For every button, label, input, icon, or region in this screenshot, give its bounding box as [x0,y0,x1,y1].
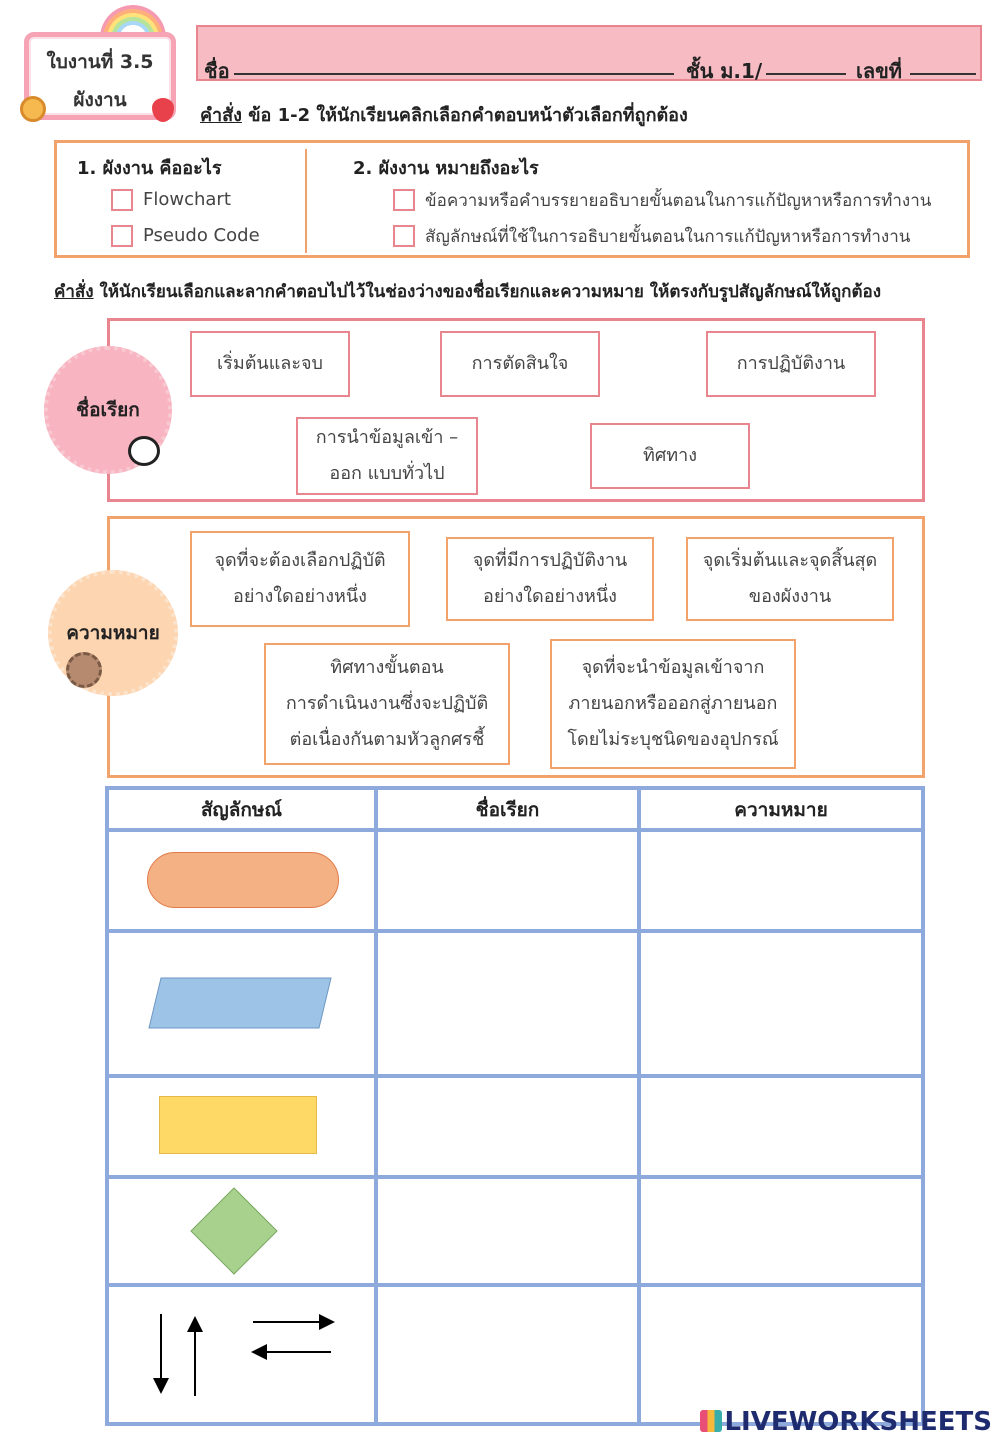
header-name: ชื่อเรียก [475,799,540,821]
question-1-option-2-checkbox[interactable] [111,225,133,247]
liveworksheets-logo-icon [700,1410,722,1432]
question-2-title: 2. ผังงาน หมายถึงอะไร [353,158,539,179]
name-card-input-output[interactable]: การนำข้อมูลเข้า – ออก แบบทั่วไป [296,417,478,495]
liveworksheets-watermark [700,1407,992,1437]
question-1-option-1-checkbox[interactable] [111,189,133,211]
question-1-option-2-label: Pseudo Code [143,225,260,246]
row-5-meaning-dropzone[interactable] [641,1287,921,1422]
meaning-card-process[interactable]: จุดที่มีการปฏิบัติงาน อย่างใดอย่างหนึ่ง [446,537,654,621]
student-info-bar [196,25,982,81]
arrows-shape-icon [149,1308,339,1402]
class-field[interactable] [766,73,846,75]
row-4-meaning-dropzone[interactable] [641,1179,921,1283]
name-card-process[interactable]: การปฏิบัติงาน [706,331,876,397]
watermark-text: LIVEWORKSHEETS [724,1407,992,1437]
row-4-name-dropzone[interactable] [378,1179,637,1283]
instruction-2-keyword: คำสั่ง [54,282,94,302]
names-badge-label: ชื่อเรียก [76,399,140,421]
row-1-name-dropzone[interactable] [378,832,637,929]
instruction-1-keyword: คำสั่ง [200,105,242,126]
question-2-option-2-label: สัญลักษณ์ที่ใช้ในการอธิบายขั้นตอนในการแก้ปัญหาหรือการทำงาน [425,227,911,247]
instruction-1 [200,100,688,129]
class-label: ชั้น ม.1/ [686,59,763,83]
terminator-shape-icon [147,852,339,908]
rectangle-shape-icon [159,1096,317,1154]
header-meaning: ความหมาย [734,799,828,821]
question-2-option-1-label: ข้อความหรือคำบรรยายอธิบายขั้นตอนในการแก้ปัญหาหรือการทำงาน [425,191,932,211]
instruction-1-text: ข้อ 1-2 ให้นักเรียนคลิกเลือกคำตอบหน้าตัวเลือกที่ถูกต้อง [241,105,688,126]
row-2-meaning-dropzone[interactable] [641,933,921,1074]
number-field[interactable] [910,73,976,75]
names-answer-bank [107,318,925,502]
question-divider [305,149,307,253]
meanings-badge-label: ความหมาย [66,622,160,644]
row-3-name-dropzone[interactable] [378,1078,637,1175]
panda-icon [128,436,160,466]
name-card-decision[interactable]: การตัดสินใจ [440,331,600,397]
question-2-option-1-checkbox[interactable] [393,189,415,211]
mushroom-icon [20,96,46,122]
row-3-meaning-dropzone[interactable] [641,1078,921,1175]
meaning-card-input-output[interactable]: จุดที่จะนำข้อมูลเข้าจาก ภายนอกหรือออกสู่ภายนอก โดยไม่ระบุชนิดของอุปกรณ์ [550,639,796,769]
parallelogram-shape-icon [145,974,335,1034]
meaning-card-terminal[interactable]: จุดเริ่มต้นและจุดสิ้นสุด ของผังงาน [686,537,894,621]
name-card-terminal[interactable]: เริ่มต้นและจบ [190,331,350,397]
meaning-card-decision[interactable]: จุดที่จะต้องเลือกปฏิบัติ อย่างใดอย่างหนึ่ง [190,531,410,627]
row-5-name-dropzone[interactable] [378,1287,637,1422]
symbol-table [105,786,925,1426]
instruction-2-text: ให้นักเรียนเลือกและลากคำตอบไปไว้ในช่องว่างของชื่อเรียกและความหมาย ให้ตรงกับรูปสัญลักษณ์ให้ถูกต้อง [93,282,881,302]
question-1-option-1-label: Flowchart [143,189,231,210]
instruction-2 [54,278,881,305]
name-card-direction[interactable]: ทิศทาง [590,423,750,489]
meanings-answer-bank [107,516,925,778]
row-1-meaning-dropzone[interactable] [641,832,921,929]
meaning-card-direction[interactable]: ทิศทางขั้นตอน การดำเนินงานซึ่งจะปฏิบัติ ต่อเนื่องกันตามหัวลูกศรชี้ [264,643,510,765]
worksheet-topic: ผังงาน [73,89,127,111]
question-box [54,140,970,258]
name-label: ชื่อ [204,59,230,83]
hedgehog-icon [66,652,102,688]
header-symbol: สัญลักษณ์ [200,799,283,821]
diamond-shape-icon [189,1186,279,1276]
row-2-name-dropzone[interactable] [378,933,637,1074]
number-label: เลขที่ [856,59,902,83]
question-1-title: 1. ผังงาน คืออะไร [77,158,222,179]
name-field[interactable] [234,73,674,75]
worksheet-number: ใบงานที่ 3.5 [46,51,154,73]
question-2-option-2-checkbox[interactable] [393,225,415,247]
